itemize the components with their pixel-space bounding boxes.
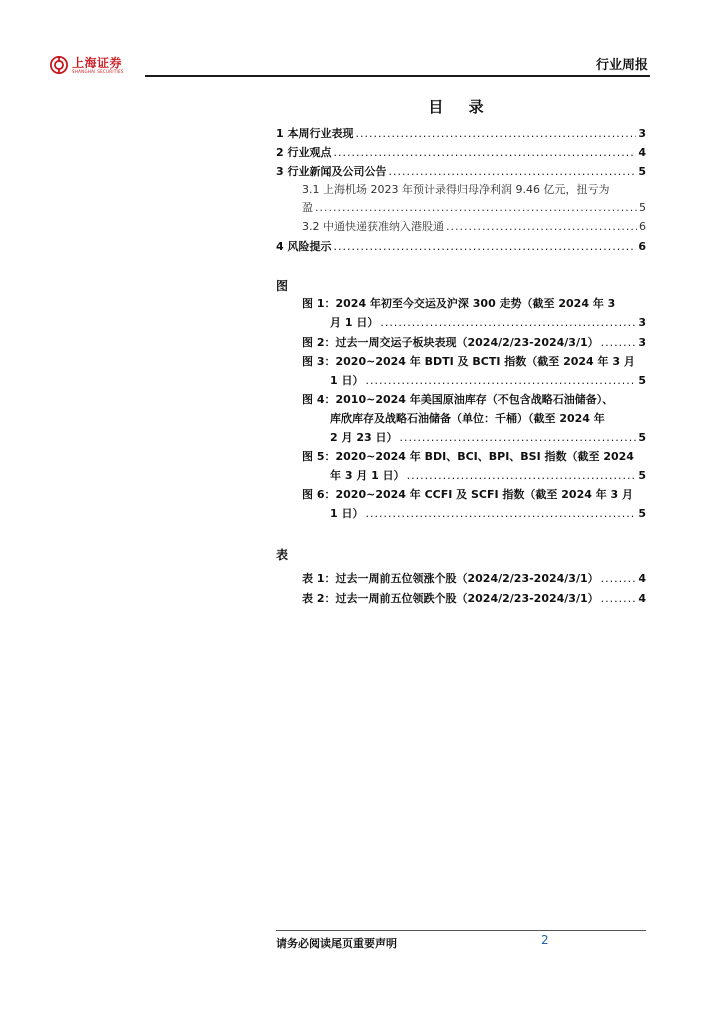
logo-chinese-name: 上海证券 bbox=[72, 55, 123, 70]
figure-entry-line[interactable]: 图 5：2020~2024 年 BDI、BCI、BPI、BSI 指数（截至 2024 bbox=[302, 450, 634, 463]
table-entry[interactable] bbox=[302, 571, 646, 587]
logo-english-name: SHANGHAI SECURITIES bbox=[72, 68, 124, 74]
figure-entry-page: 5 bbox=[638, 374, 646, 387]
figure-entry-label: 1 日） bbox=[330, 507, 364, 520]
toc-title: 目 录 bbox=[428, 98, 494, 116]
toc-subentry[interactable] bbox=[302, 219, 646, 235]
table-entry[interactable] bbox=[302, 591, 646, 607]
figure-entry[interactable] bbox=[330, 468, 646, 484]
figure-entry-label: 2 月 23 日） bbox=[330, 431, 398, 444]
toc-entry[interactable] bbox=[276, 164, 646, 180]
toc-entry-label: 4 风险提示 bbox=[276, 240, 332, 253]
toc-entry-label: 1 本周行业表现 bbox=[276, 127, 354, 140]
figure-entry-line[interactable]: 图 1：2024 年初至今交运及沪深 300 走势（截至 2024 年 3 bbox=[302, 297, 616, 310]
toc-entry[interactable] bbox=[276, 126, 646, 142]
toc-entry-page: 6 bbox=[639, 220, 646, 233]
tables-heading: 表 bbox=[276, 548, 289, 562]
table-entry-page: 4 bbox=[638, 572, 646, 585]
figure-entry-label: 图 2：过去一周交运子板块表现（2024/2/23-2024/3/1） bbox=[302, 336, 599, 349]
toc-entry-page: 4 bbox=[638, 146, 646, 159]
figures-heading: 图 bbox=[276, 279, 289, 293]
dot-leader bbox=[601, 571, 637, 587]
logo-emblem-icon bbox=[50, 56, 68, 74]
table-entry-page: 4 bbox=[638, 592, 646, 605]
header-divider bbox=[145, 75, 650, 77]
toc-entry-page: 5 bbox=[638, 165, 646, 178]
dot-leader bbox=[365, 506, 636, 522]
report-type-label: 行业周报 bbox=[595, 58, 648, 73]
toc-entry[interactable] bbox=[276, 239, 646, 255]
toc-entry-label: 盈 bbox=[302, 201, 313, 214]
toc-entry-page: 3 bbox=[638, 127, 646, 140]
dot-leader bbox=[355, 126, 636, 142]
figure-entry[interactable] bbox=[330, 373, 646, 389]
toc-entry-page: 5 bbox=[639, 201, 646, 214]
dot-leader bbox=[446, 219, 637, 235]
figure-entry-line[interactable]: 库欣库存及战略石油储备（单位：千桶）（截至 2024 年 bbox=[330, 412, 605, 425]
toc-subentry[interactable] bbox=[302, 200, 646, 216]
figure-entry-line[interactable]: 图 3：2020~2024 年 BDTI 及 BCTI 指数（截至 2024 年 3 月 bbox=[302, 355, 635, 368]
toc-entry-label: 3 行业新闻及公司公告 bbox=[276, 165, 387, 178]
toc-entry[interactable] bbox=[276, 145, 646, 161]
dot-leader bbox=[333, 145, 636, 161]
dot-leader bbox=[399, 430, 636, 446]
figure-entry-page: 5 bbox=[638, 507, 646, 520]
dot-leader bbox=[601, 335, 637, 351]
toc-entry-label: 3.2 中通快递获准纳入港股通 bbox=[302, 220, 444, 233]
dot-leader bbox=[601, 591, 637, 607]
figure-entry-line[interactable]: 图 6：2020~2024 年 CCFI 及 SCFI 指数（截至 2024 年 3 月 bbox=[302, 488, 634, 501]
figure-entry-label: 年 3 月 1 日） bbox=[330, 469, 405, 482]
figure-entry[interactable] bbox=[302, 335, 646, 351]
page-number: 2 bbox=[541, 933, 549, 947]
dot-leader bbox=[315, 200, 637, 216]
figure-entry[interactable] bbox=[330, 506, 646, 522]
figure-entry-page: 5 bbox=[638, 431, 646, 444]
dot-leader bbox=[407, 468, 637, 484]
table-entry-label: 表 2：过去一周前五位领跌个股（2024/2/23-2024/3/1） bbox=[302, 592, 599, 605]
toc-entry-page: 6 bbox=[638, 240, 646, 253]
figure-entry-page: 3 bbox=[638, 336, 646, 349]
dot-leader bbox=[365, 373, 636, 389]
dot-leader bbox=[333, 239, 636, 255]
figure-entry-label: 1 日） bbox=[330, 374, 364, 387]
footer-divider bbox=[276, 930, 646, 931]
page-header bbox=[40, 50, 650, 80]
dot-leader bbox=[388, 164, 636, 180]
dot-leader bbox=[380, 315, 636, 331]
figure-entry[interactable] bbox=[330, 430, 646, 446]
toc-subentry-line[interactable]: 3.1 上海机场 2023 年预计录得归母净利润 9.46 亿元，扭亏为 bbox=[302, 183, 610, 196]
figure-entry-page: 3 bbox=[638, 316, 646, 329]
company-logo bbox=[50, 56, 124, 74]
figure-entry[interactable] bbox=[330, 315, 646, 331]
figure-entry-page: 5 bbox=[638, 469, 646, 482]
figure-entry-label: 月 1 日） bbox=[330, 316, 379, 329]
footer-disclaimer: 请务必阅读尾页重要声明 bbox=[276, 937, 397, 950]
table-entry-label: 表 1：过去一周前五位领涨个股（2024/2/23-2024/3/1） bbox=[302, 572, 599, 585]
figure-entry-line[interactable]: 图 4：2010~2024 年美国原油库存（不包含战略石油储备）、 bbox=[302, 393, 614, 406]
toc-entry-label: 2 行业观点 bbox=[276, 146, 332, 159]
